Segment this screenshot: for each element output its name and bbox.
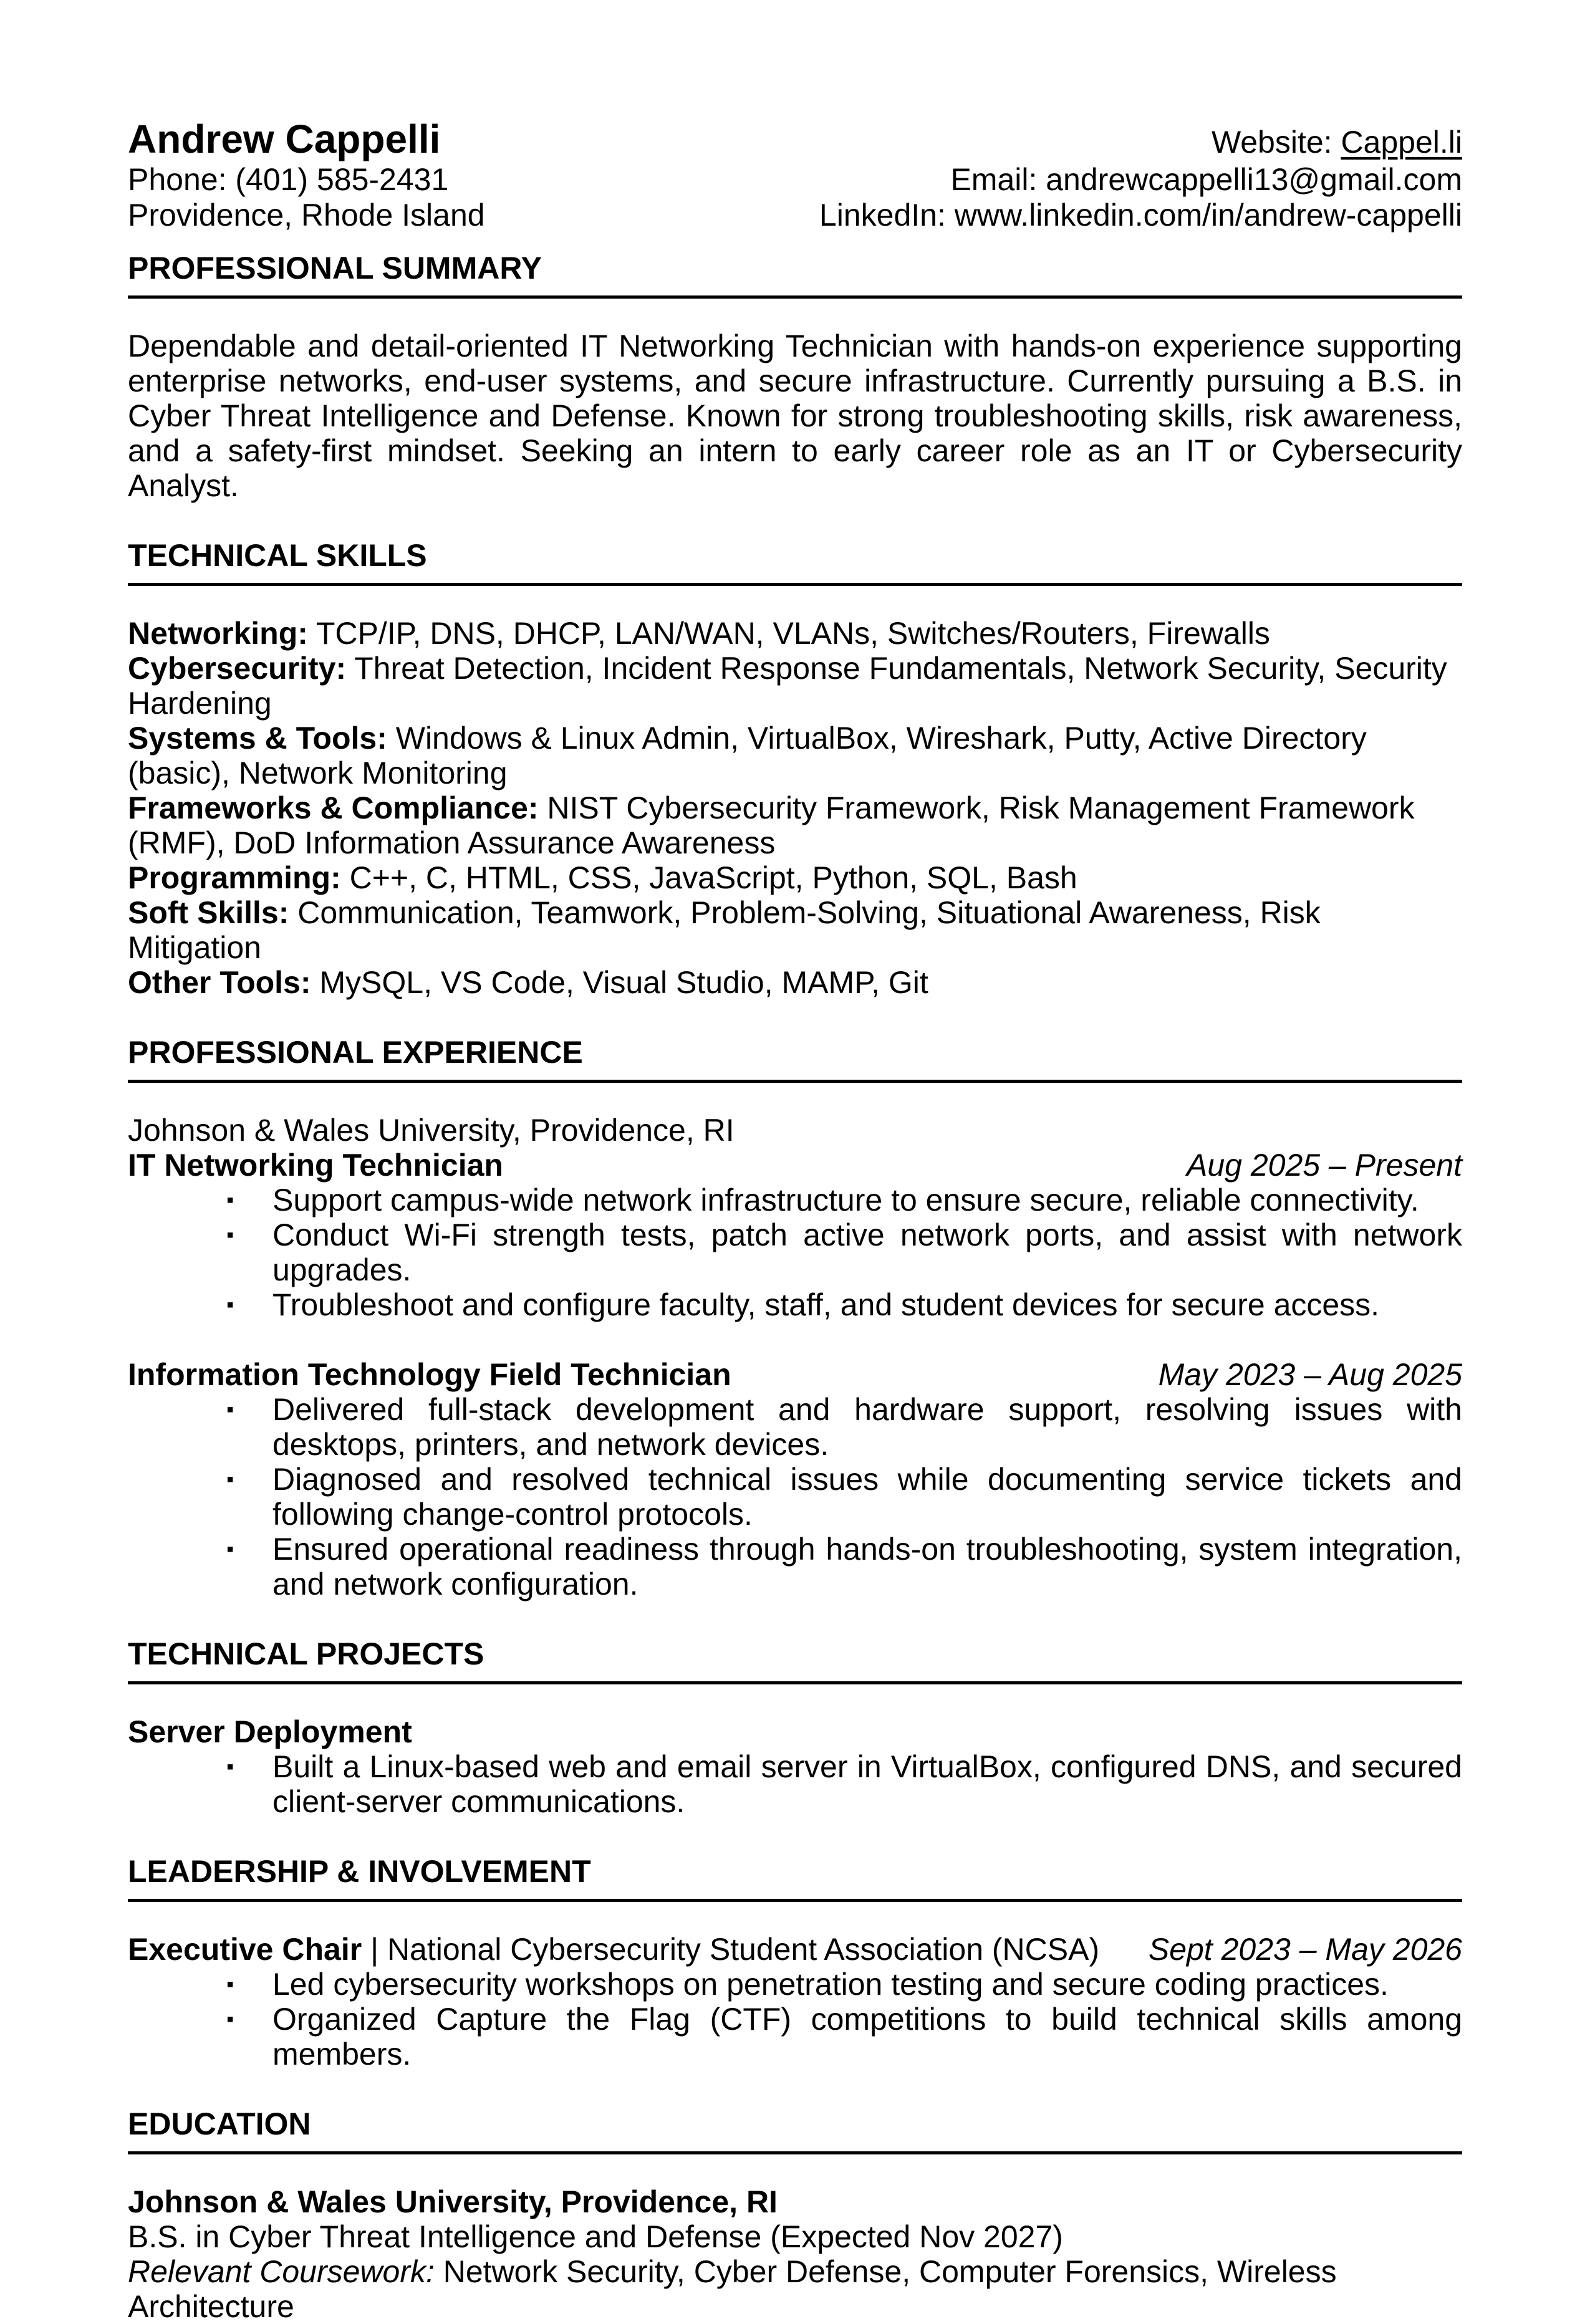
- person-name: Andrew Cappelli: [128, 117, 441, 161]
- leadership-heading: LEADERSHIP & INVOLVEMENT: [128, 1854, 1462, 1902]
- employer-line: Johnson & Wales University, Providence, RI: [128, 1113, 735, 1148]
- skill-values: Communication, Teamwork, Problem-Solving, Situational Awareness, Risk Mitigation: [128, 895, 1321, 965]
- skill-values: C++, C, HTML, CSS, JavaScript, Python, SQL, Bash: [340, 860, 1077, 895]
- section-projects: [128, 1636, 1462, 1819]
- bullet-text: Built a Linux-based web and email server in VirtualBox, configured DNS, and secured client-server communications.: [272, 1749, 1462, 1819]
- bullet-square-icon: ▪: [226, 1537, 234, 1561]
- bullet-text: Delivered full-stack development and hardware support, resolving issues with desktops, printers, and network devices.: [272, 1392, 1462, 1462]
- bullet-item: [128, 1287, 1462, 1322]
- job-1: [128, 1148, 1462, 1322]
- bullet-square-icon: ▪: [226, 1467, 234, 1491]
- bullet-text: Support campus-wide network infrastructure to ensure secure, reliable connectivity.: [272, 1183, 1419, 1217]
- job-2: [128, 1357, 1462, 1601]
- section-education: [128, 2106, 1462, 2324]
- linkedin-line: LinkedIn: www.linkedin.com/in/andrew-cappelli: [819, 198, 1462, 233]
- skill-label: Cybersecurity:: [128, 651, 347, 686]
- job-dates: Aug 2025 – Present: [1187, 1148, 1462, 1183]
- bullet-square-icon: ▪: [226, 1398, 234, 1421]
- skill-values: TCP/IP, DNS, DHCP, LAN/WAN, VLANs, Switches/Routers, Firewalls: [307, 616, 1270, 651]
- skill-label: Other Tools:: [128, 965, 311, 1000]
- leadership-role-org: | National Cybersecurity Student Association (NCSA): [362, 1932, 1100, 1967]
- bullet-square-icon: ▪: [226, 1755, 234, 1779]
- leadership-dates: Sept 2023 – May 2026: [1148, 1932, 1462, 1967]
- project-title: Server Deployment: [128, 1714, 412, 1749]
- skill-values: Threat Detection, Incident Response Fundamentals, Network Security, Security Hardening: [128, 651, 1447, 721]
- coursework-values: Network Security, Cyber Defense, Computer Forensics, Wireless Architecture: [128, 2254, 1337, 2324]
- header-row-3: [128, 198, 1462, 233]
- project-bullet-list: [128, 1749, 1462, 1819]
- website-link[interactable]: Cappel.li: [1341, 125, 1462, 160]
- bullet-item: [128, 1392, 1462, 1462]
- bullet-item: [128, 1183, 1462, 1217]
- bullet-item: [128, 2002, 1462, 2072]
- skill-label: Frameworks & Compliance:: [128, 790, 539, 825]
- section-leadership: [128, 1854, 1462, 2072]
- job-title-row: [128, 1148, 1462, 1183]
- leadership-role: [128, 1932, 1099, 1967]
- bullet-item: [128, 1749, 1462, 1819]
- section-experience: [128, 1035, 1462, 1601]
- education-coursework: [128, 2254, 1462, 2324]
- job-title-row: [128, 1357, 1462, 1392]
- website-label: Website:: [1211, 125, 1341, 160]
- bullet-text: Led cybersecurity workshops on penetration testing and secure coding practices.: [272, 1967, 1389, 2002]
- experience-heading: PROFESSIONAL EXPERIENCE: [128, 1035, 1462, 1083]
- skill-line-systems-tools: [128, 721, 1462, 790]
- education-heading: EDUCATION: [128, 2106, 1462, 2154]
- bullet-square-icon: ▪: [226, 1972, 234, 1996]
- location-line: Providence, Rhode Island: [128, 198, 485, 233]
- skill-line-networking: [128, 616, 1462, 651]
- skill-label: Networking:: [128, 616, 308, 651]
- section-skills: [128, 538, 1462, 1000]
- skill-label: Programming:: [128, 860, 341, 895]
- job-bullet-list: [128, 1392, 1462, 1601]
- bullet-text: Conduct Wi-Fi strength tests, patch active network ports, and assist with network upgrades.: [272, 1217, 1462, 1287]
- skill-values: Windows & Linux Admin, VirtualBox, Wireshark, Putty, Active Directory (basic), Network Monitoring: [128, 721, 1367, 790]
- coursework-label: Relevant Coursework:: [128, 2254, 435, 2289]
- skill-line-soft-skills: [128, 895, 1462, 965]
- leadership-role-row: [128, 1932, 1462, 1967]
- skill-line-other-tools: [128, 965, 1462, 1000]
- phone-line: Phone: (401) 585-2431: [128, 162, 449, 197]
- leadership-role-title: Executive Chair: [128, 1932, 362, 1967]
- bullet-item: [128, 1217, 1462, 1287]
- job-bullet-list: [128, 1183, 1462, 1322]
- bullet-item: [128, 1967, 1462, 2002]
- projects-heading: TECHNICAL PROJECTS: [128, 1636, 1462, 1684]
- email-line: Email: andrewcappelli13@gmail.com: [950, 162, 1462, 197]
- website-line: [1212, 125, 1462, 160]
- bullet-square-icon: ▪: [226, 1293, 234, 1317]
- bullet-text: Ensured operational readiness through hands-on troubleshooting, system integration, and network configuration.: [272, 1532, 1462, 1601]
- summary-heading: PROFESSIONAL SUMMARY: [128, 251, 1462, 299]
- section-summary: [128, 251, 1462, 503]
- education-school: Johnson & Wales University, Providence, RI: [128, 2184, 778, 2219]
- bullet-square-icon: ▪: [226, 1188, 234, 1212]
- skill-values: NIST Cybersecurity Framework, Risk Management Framework (RMF), DoD Information Assurance Awareness: [128, 790, 1415, 860]
- skill-label: Soft Skills:: [128, 895, 289, 930]
- bullet-square-icon: ▪: [226, 2007, 234, 2031]
- bullet-text: Diagnosed and resolved technical issues while documenting service tickets and following change-control protocols.: [272, 1462, 1462, 1532]
- job-dates: May 2023 – Aug 2025: [1158, 1357, 1462, 1392]
- summary-text: Dependable and detail-oriented IT Networking Technician with hands-on experience supporting enterprise networks, end-user systems, and secure infrastructure. Currently pursuing a B.S. in Cyber Threat Intelligence and Defense. Known for strong troubleshooting skills, risk awareness, and a safety-first mindset. Seeking an intern to early career role as an IT or Cybersecurity Analyst.: [128, 329, 1462, 503]
- job-title: Information Technology Field Technician: [128, 1357, 731, 1392]
- skill-line-programming: [128, 860, 1462, 895]
- skill-label: Systems & Tools:: [128, 721, 387, 756]
- skill-line-frameworks: [128, 790, 1462, 860]
- skill-values: MySQL, VS Code, Visual Studio, MAMP, Git: [311, 965, 928, 1000]
- bullet-item: [128, 1532, 1462, 1601]
- job-title: IT Networking Technician: [128, 1148, 503, 1183]
- bullet-item: [128, 1462, 1462, 1532]
- education-degree: B.S. in Cyber Threat Intelligence and Defense (Expected Nov 2027): [128, 2219, 1063, 2254]
- header-row-1: [128, 116, 1462, 162]
- header: [128, 116, 1462, 233]
- header-row-2: [128, 162, 1462, 198]
- bullet-square-icon: ▪: [226, 1223, 234, 1247]
- bullet-text: Organized Capture the Flag (CTF) competitions to build technical skills among members.: [272, 2002, 1462, 2072]
- leadership-bullet-list: [128, 1967, 1462, 2072]
- skills-heading: TECHNICAL SKILLS: [128, 538, 1462, 586]
- bullet-text: Troubleshoot and configure faculty, staff, and student devices for secure access.: [272, 1287, 1380, 1322]
- skill-line-cybersecurity: [128, 651, 1462, 721]
